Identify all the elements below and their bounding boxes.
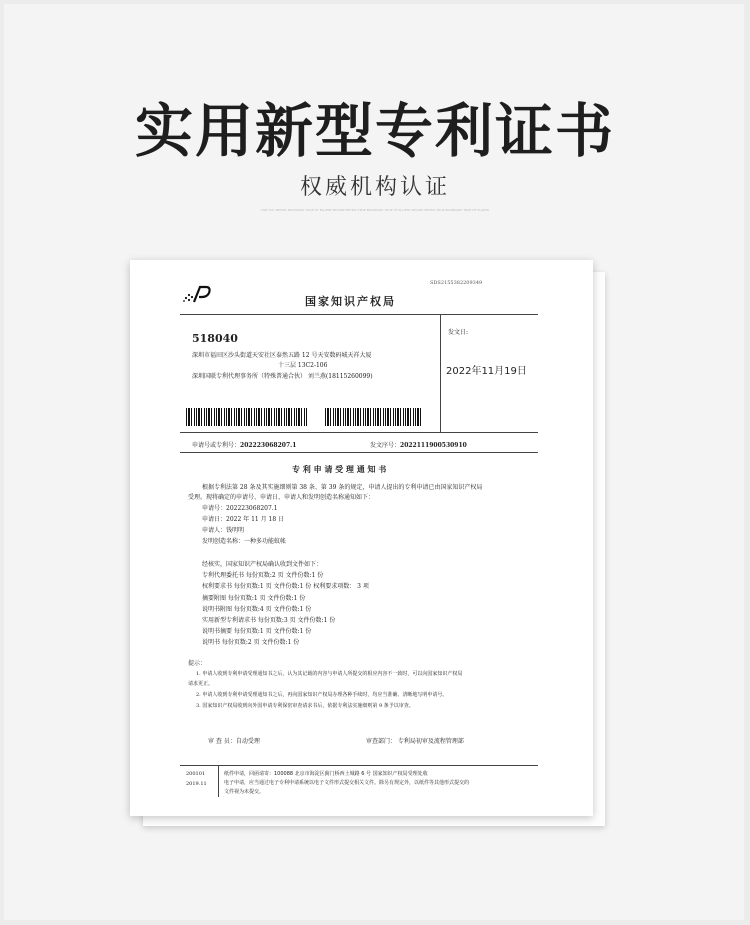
decorative-fine-print: LIVE YOU METRIC BOUNDARY TRUE OF ELLIPSE SECURE METRIC TRUE BOUNDARY TRUE OF ELLIPSE SECURE METRIC TRUE BOUNDARY TRUE OF ELLIPSE (260, 208, 490, 212)
barcode-left (186, 408, 308, 426)
application-number-value: 202223068207.1 (240, 442, 297, 449)
barcode-rule (180, 432, 538, 433)
footer-line-1: 纸件申请，回函请寄：100088 北京市海淀区蓟门桥西土城路 6 号 国家知识产权局受理处收 (224, 771, 428, 777)
body-line-2: 受理。现将确定的申请号、申请日、申请人和发明创造名称通知如下： (188, 494, 375, 501)
patent-notice-document (130, 260, 593, 816)
page-title: 实用新型专利证书 (134, 97, 615, 165)
address-line-2: 十三层 13C2-106 (278, 362, 328, 369)
examiner-label: 审 查 员：自动受理 (208, 738, 260, 745)
serial-number-value: 2022111900530910 (400, 442, 467, 449)
tip-item: 2. 申请人收到专利申请受理通知书之后，再向国家知识产权局办理各种手续时，均应当准确、清晰地写明申请号。 (196, 692, 448, 698)
agent-line: 深圳国联专利代理事务所（特殊普通合伙） 刘兰燕(18115260099) (192, 373, 373, 380)
check-intro: 经核实，国家知识产权局确认收到文件如下： (202, 561, 323, 568)
file-item: 权利要求书 每份页数:1 页 文件份数:1 份 权利要求项数： 3 项 (202, 583, 369, 590)
header-rule (180, 314, 538, 315)
serial-number-label-text: 发文序号： (370, 442, 401, 449)
footer-line-2: 电子申请，应当通过电子专利申请系统以电子文件形式提交相关文件。除另有规定外，以纸件等其他形式提交的 (224, 780, 470, 786)
footer-line-3: 文件视为未提交。 (224, 789, 265, 795)
field-application-number: 申请号：202223068207.1 (202, 505, 278, 512)
tip-item: 3. 国家知识产权局收到向外国申请专利保密审查请求书后，依据专利法实施细则第 9 条予以审查。 (196, 703, 414, 709)
file-item: 说明书 每份页数:2 页 文件份数:1 份 (202, 639, 300, 646)
barcode-right (325, 408, 423, 426)
file-item: 说明书摘要 每份页数:1 页 文件份数:1 份 (202, 628, 312, 635)
field-application-date: 申请日：2022 年 11 月 18 日 (202, 516, 285, 523)
number-rule (180, 452, 538, 453)
date-label: 发文日: (448, 329, 469, 336)
tips-label: 提示： (188, 660, 207, 667)
application-number-label (192, 440, 296, 449)
date-column-divider (440, 314, 441, 432)
file-item: 摘要附图 每份页数:1 页 文件份数:1 份 (202, 595, 306, 602)
file-item: 专利代理委托书 每份页数:2 页 文件份数:1 份 (202, 572, 324, 579)
serial-number-label (370, 440, 467, 449)
footer-code-1: 200101 (186, 771, 206, 777)
postal-code: 518040 (192, 332, 238, 345)
tip-item: 1. 申请人收到专利申请受理通知书之后，认为其记载的内容与申请人所提交的相应内容不一致时，可以向国家知识产权局 (196, 671, 463, 677)
page-subtitle: 权威机构认证 (299, 175, 450, 200)
footer-code-2: 2019.11 (186, 781, 207, 787)
field-applicant: 申请人：钱明明 (202, 527, 245, 534)
date-value: 2022年11月19日 (446, 366, 527, 377)
application-number-label-text: 申请号或专利号： (192, 442, 241, 449)
footer-divider (218, 765, 219, 797)
doc-code: SDS2155382209349 (430, 280, 483, 286)
footer-rule (180, 765, 538, 766)
office-name: 国家知识产权局 (305, 295, 396, 308)
body-line-1: 根据专利法第 28 条及其实施细则第 38 条、第 39 条的规定，申请人提出的专利申请已由国家知识产权局 (202, 484, 483, 491)
field-invention-name: 发明创造名称：一种多功能蚊帐 (202, 538, 287, 545)
file-item: 实用新型专利请求书 每份页数:3 页 文件份数:1 份 (202, 617, 336, 624)
department-label: 审查部门： 专利局初审及流程管理部 (366, 738, 464, 745)
address-line-1: 深圳市福田区沙头街道天安社区泰然五路 12 号天安数码城天祥大厦 (192, 352, 372, 359)
cnipa-logo-icon (182, 284, 212, 304)
notice-title: 专 利 申 请 受 理 通 知 书 (292, 464, 387, 474)
file-item: 说明书附图 每份页数:4 页 文件份数:1 份 (202, 606, 312, 613)
tip-item: 请求更正。 (188, 681, 214, 687)
